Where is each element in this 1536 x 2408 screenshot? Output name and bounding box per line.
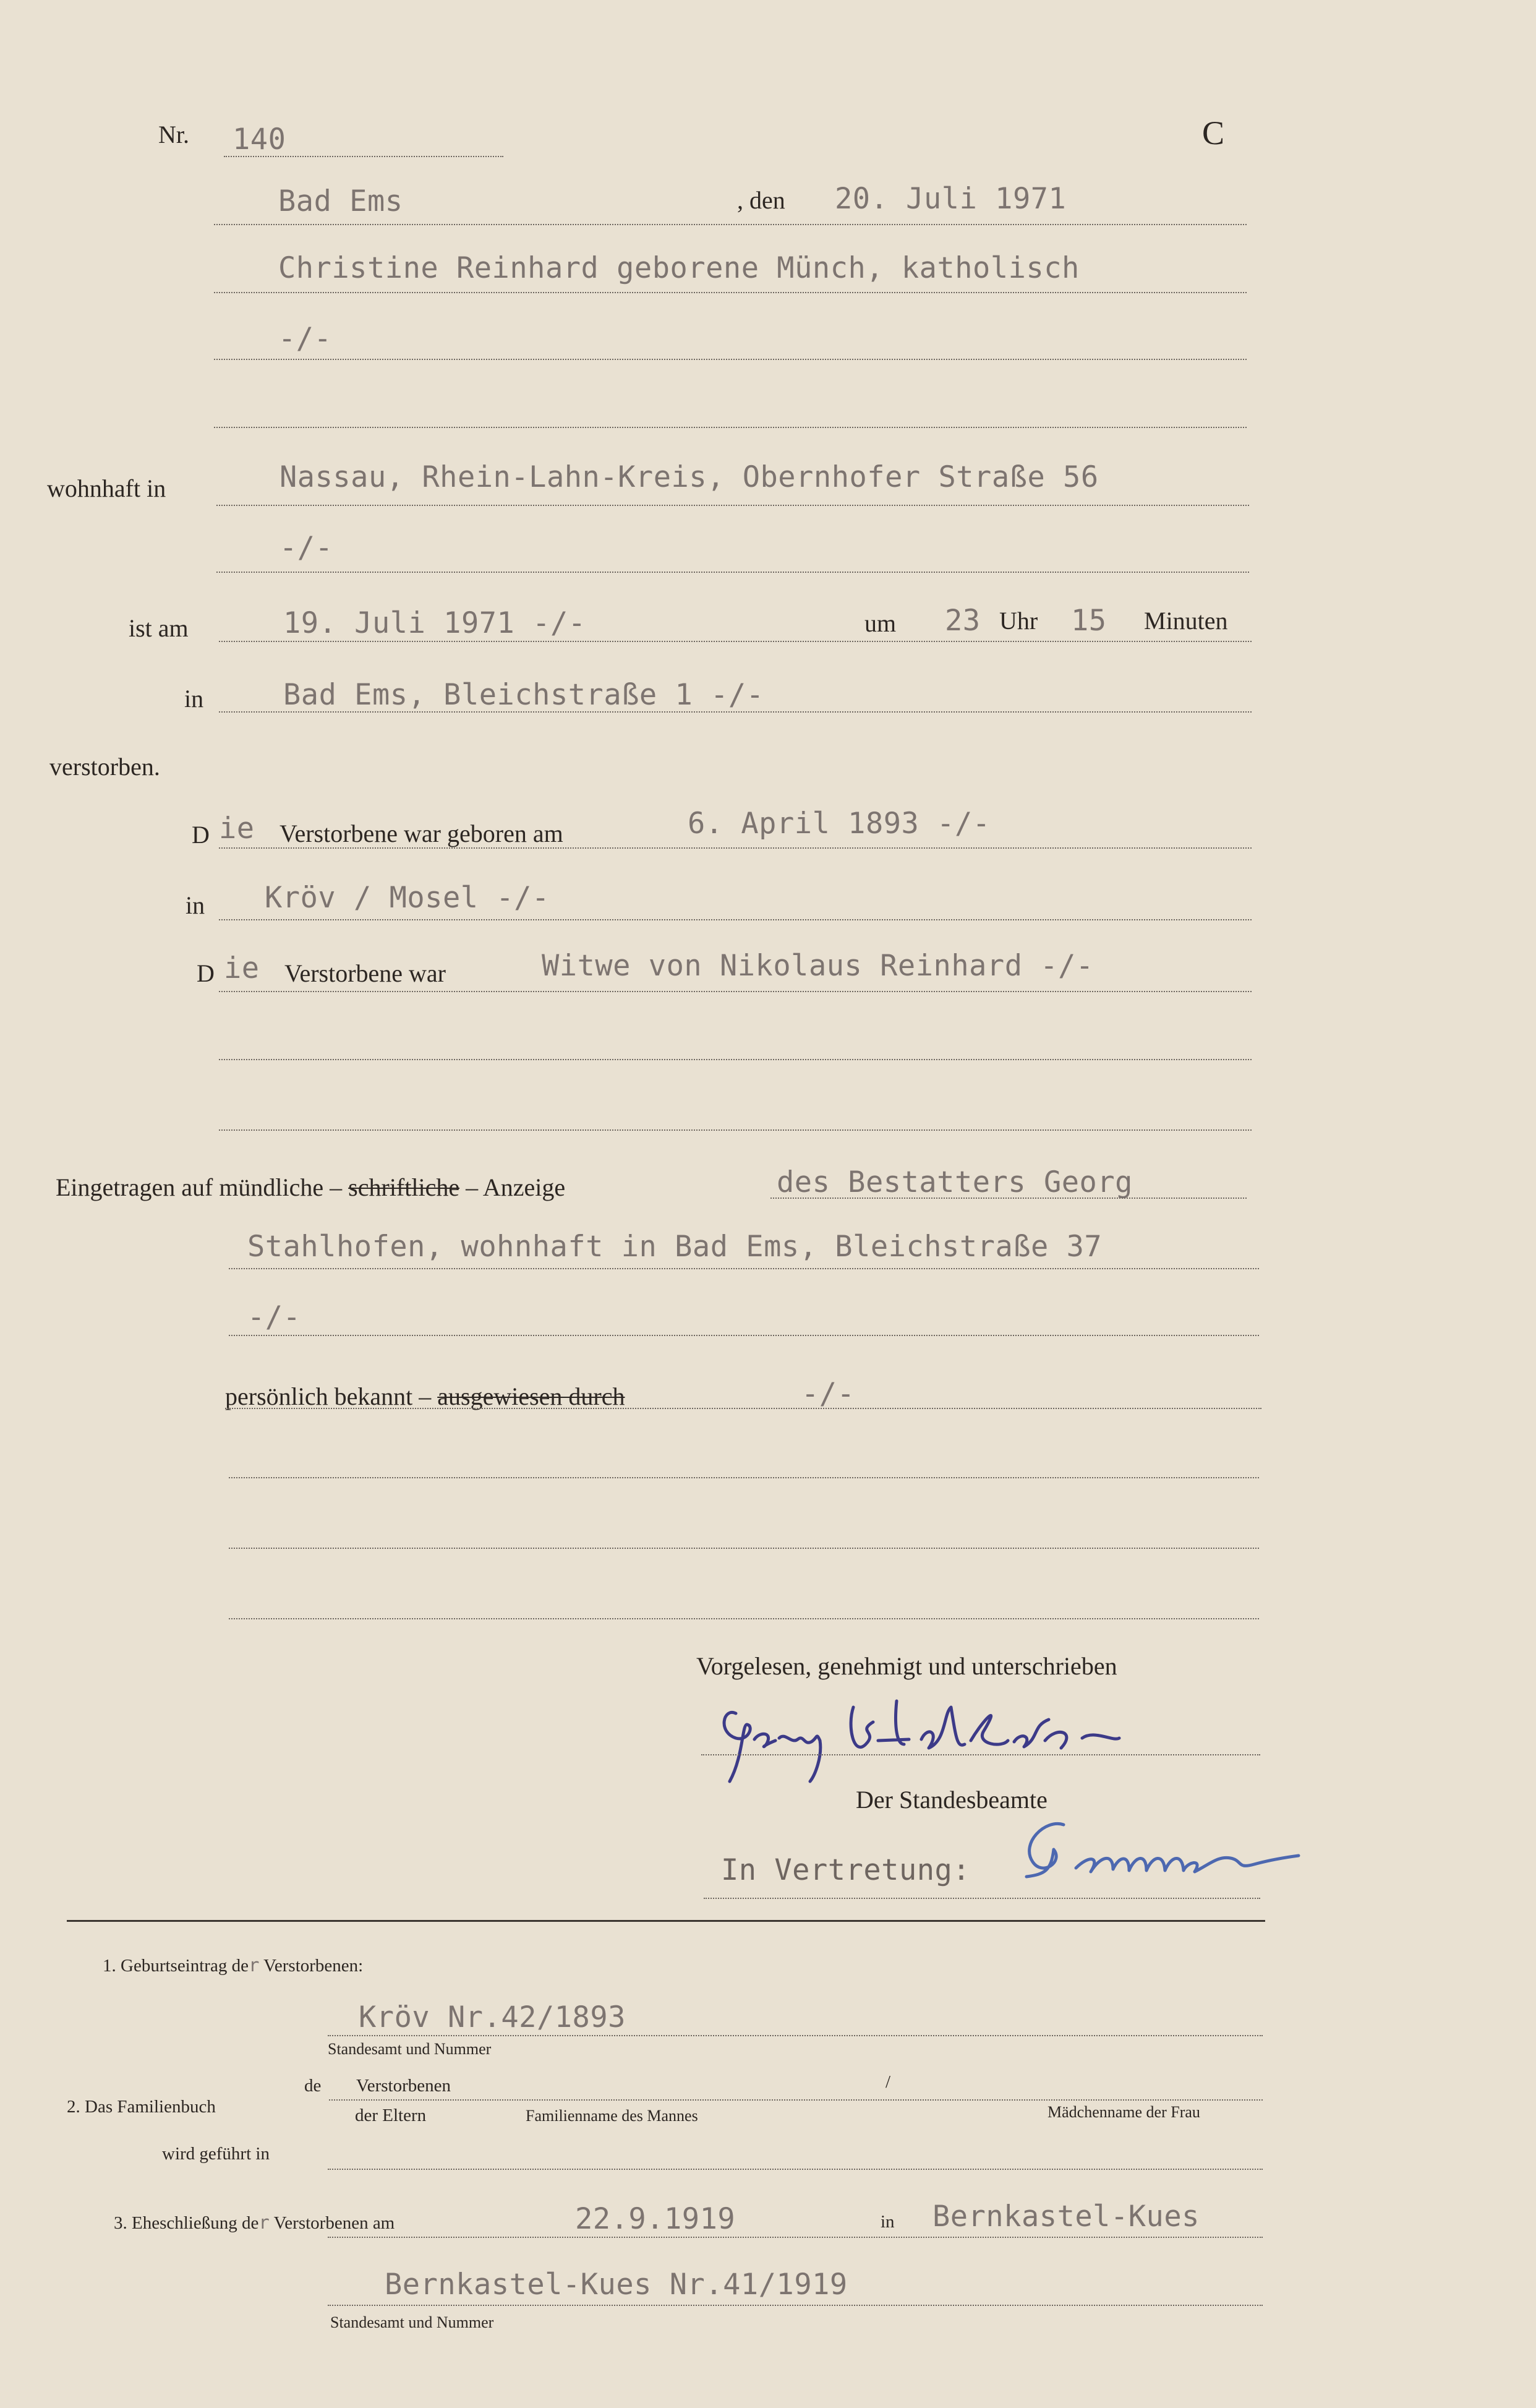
known-line [225, 1408, 1261, 1409]
item3-suffix: r [258, 2212, 270, 2233]
place: Bad Ems [278, 184, 403, 218]
item2-kept-line [328, 2169, 1263, 2170]
entry-line3: -/- [247, 1300, 301, 1334]
status-value: Witwe von Nikolaus Reinhard -/- [542, 949, 1094, 983]
item2-kept-label: wird geführt in [162, 2144, 270, 2164]
entry-label-struck: schriftliche [348, 1173, 460, 1201]
item1-label-start: 1. Geburtseintrag de [103, 1956, 249, 1976]
residence-value: Nassau, Rhein-Lahn-Kreis, Obernhofer Straße 56 [279, 460, 1099, 494]
entry-line3-rule [229, 1335, 1259, 1336]
death-minutes: 15 [1071, 604, 1107, 638]
status-line [219, 991, 1252, 992]
item2-slash: / [885, 2072, 891, 2092]
residence-line [216, 505, 1249, 506]
status-label: Verstorbene war [284, 959, 446, 987]
item2-verstorbenen: Verstorbenen [356, 2076, 451, 2096]
death-hour: 23 [945, 604, 981, 638]
deputy-line [704, 1898, 1260, 1899]
birth-date: 6. April 1893 -/- [688, 807, 991, 841]
informant-signature [711, 1689, 1181, 1788]
read-approved-label: Vorgelesen, genehmigt und unterschrieben [696, 1652, 1117, 1680]
item3-in-label: in [881, 2212, 895, 2232]
item1-caption: Standesamt und Nummer [328, 2040, 492, 2058]
entry-line2: Stahlhofen, wohnhaft in Bad Ems, Bleichstraße 37 [247, 1230, 1103, 1264]
residence-line2-rule [216, 572, 1249, 573]
entry-label-end: – Anzeige [466, 1173, 566, 1201]
item1-label [103, 1955, 363, 1976]
date: 20. Juli 1971 [835, 182, 1067, 216]
known-line3 [229, 1548, 1259, 1549]
name-line3 [214, 427, 1247, 428]
known-label-struck: ausgewiesen durch [437, 1382, 625, 1410]
birth-d-label: D [192, 821, 210, 849]
letter-c: C [1202, 114, 1225, 152]
item3-caption: Standesamt und Nummer [330, 2313, 494, 2331]
death-place: Bad Ems, Bleichstraße 1 -/- [283, 678, 764, 712]
ist-am-label: ist am [129, 614, 189, 642]
item3-value-line [328, 2305, 1263, 2306]
den-label: , den [737, 186, 785, 214]
known-line2 [229, 1477, 1259, 1478]
known-value: -/- [801, 1377, 855, 1411]
death-place-line [219, 711, 1252, 713]
entry-label-start: Eingetragen auf mündliche – [56, 1173, 343, 1201]
footer-divider [67, 1920, 1265, 1922]
item1-suffix: r [248, 1955, 260, 1976]
entry-line2-rule [229, 1268, 1259, 1269]
nr-underline [224, 156, 503, 157]
birth-in-label: in [186, 891, 205, 919]
death-in-label: in [184, 685, 204, 713]
item2-eltern: der Eltern [355, 2106, 427, 2125]
known-label-start: persönlich bekannt – [225, 1382, 432, 1410]
birth-label: Verstorbene war geboren am [279, 820, 563, 847]
known-label [225, 1382, 625, 1411]
known-line4 [229, 1618, 1259, 1619]
item3-label-end: Verstorbenen am [273, 2213, 395, 2233]
item3-place: Bernkastel-Kues [932, 2200, 1200, 2234]
item2-line [329, 2099, 1263, 2101]
informant-signature-line [701, 1754, 1260, 1755]
entry-line1: des Bestatters Georg [777, 1165, 1133, 1199]
uhr-label: Uhr [999, 607, 1038, 635]
item1-value: Kröv Nr.42/1893 [359, 2000, 626, 2034]
residence-line2: -/- [279, 531, 333, 565]
item3-label-start: 3. Eheschließung de [114, 2213, 259, 2233]
birth-place-line [219, 919, 1252, 920]
item3-date-line [328, 2237, 1263, 2238]
nr-value: 140 [233, 122, 286, 156]
status-line2 [219, 1059, 1252, 1060]
status-ie-suffix: ie [224, 951, 260, 985]
item1-line [328, 2035, 1263, 2036]
birth-place: Kröv / Mosel -/- [265, 881, 550, 915]
item3-label [114, 2212, 395, 2234]
verstorben-label: verstorben. [49, 753, 160, 781]
death-date-line [219, 641, 1252, 642]
entry-line1-rule [770, 1198, 1247, 1199]
registrar-signature [1008, 1812, 1317, 1893]
deceased-line2: -/- [278, 322, 332, 356]
death-date: 19. Juli 1971 -/- [283, 606, 586, 640]
status-d-label: D [197, 959, 215, 987]
name-line [214, 292, 1247, 293]
entry-label [56, 1173, 565, 1202]
item2-caption-maiden: Mädchenname der Frau [1047, 2103, 1200, 2121]
nr-label: Nr. [158, 121, 189, 148]
name-line2 [214, 359, 1247, 360]
deputy-label: In Vertretung: [721, 1853, 971, 1887]
item2-label: 2. Das Familienbuch [67, 2097, 216, 2117]
um-label: um [864, 609, 897, 637]
registrar-label: Der Standesbeamte [856, 1786, 1047, 1814]
birth-date-line [219, 847, 1252, 849]
item3-value: Bernkastel-Kues Nr.41/1919 [385, 2268, 848, 2302]
item1-label-end: Verstorbenen: [263, 1956, 364, 1976]
birth-ie-suffix: ie [219, 812, 255, 846]
status-line3 [219, 1129, 1252, 1131]
place-date-line [214, 224, 1247, 225]
item2-de: de [304, 2076, 322, 2096]
minuten-label: Minuten [1144, 607, 1228, 635]
deceased-name: Christine Reinhard geborene Münch, katholisch [278, 251, 1080, 285]
item3-date: 22.9.1919 [575, 2202, 736, 2236]
residence-label: wohnhaft in [47, 474, 166, 502]
item2-caption-husband: Familienname des Mannes [526, 2107, 698, 2125]
